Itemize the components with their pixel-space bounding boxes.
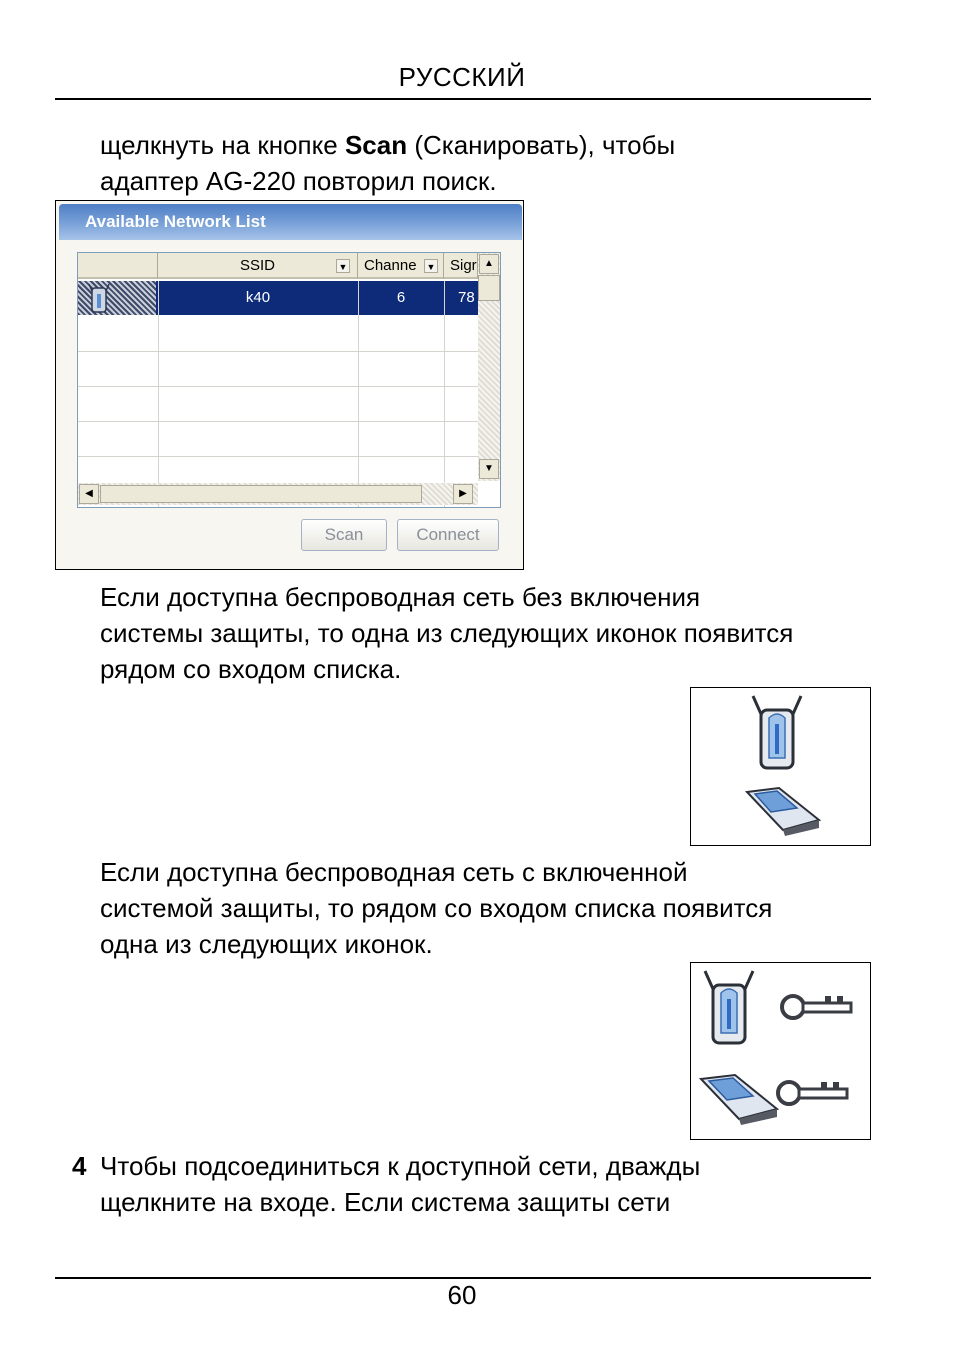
column-header-label: Channe	[364, 257, 417, 274]
column-header-icon[interactable]	[78, 253, 158, 279]
pc-card-icon	[743, 784, 823, 838]
column-header-channel[interactable]	[358, 253, 444, 279]
paragraph-line: рядом со входом списка.	[100, 654, 402, 684]
scrollbar-thumb[interactable]	[478, 275, 500, 301]
paragraph-line: Чтобы подсоединиться к доступной сети, дважды	[100, 1151, 701, 1181]
unsecured-icons-box	[690, 687, 871, 846]
grid-line	[78, 386, 478, 387]
key-icon	[775, 1073, 855, 1113]
sort-dropdown-icon[interactable]: ▼	[336, 259, 350, 273]
header-rule	[55, 98, 871, 100]
grid-line	[358, 281, 359, 508]
paragraph-line: одна из следующих иконок.	[100, 929, 433, 959]
text-run: (Сканировать), чтобы	[407, 130, 676, 160]
scroll-right-icon[interactable]: ▶	[453, 484, 473, 504]
connect-button[interactable]: Connect	[397, 519, 499, 551]
paragraph-scan-instruction	[100, 127, 675, 199]
scroll-down-icon[interactable]: ▼	[479, 459, 499, 479]
page-header-title: РУССКИЙ	[398, 62, 526, 92]
paragraph-step-4	[100, 1148, 700, 1220]
scan-term-bold: Scan	[344, 130, 408, 160]
paragraph-line: щелкните на входе. Если система защиты сети	[100, 1187, 671, 1217]
row-icon-cell	[78, 281, 156, 315]
column-header-ssid[interactable]	[158, 253, 358, 279]
paragraph-line: Если доступна беспроводная сеть с включенной	[100, 857, 688, 887]
usb-adapter-icon	[84, 282, 114, 314]
column-header-label: Sigr	[450, 257, 477, 274]
horizontal-scrollbar[interactable]	[78, 483, 478, 505]
text-run: щелкнуть на кнопке	[100, 130, 345, 160]
paragraph-line: адаптер AG-220 повторил поиск.	[100, 166, 497, 196]
grid-line	[78, 456, 478, 457]
step-number: 4	[72, 1151, 87, 1181]
cell-channel: 6	[396, 289, 406, 306]
paragraph-unsecured-network	[100, 579, 793, 687]
paragraph-line	[100, 127, 675, 163]
pc-card-icon	[697, 1071, 783, 1127]
dialog-title: Available Network List	[59, 204, 522, 240]
paragraph-line: системой защиты, то рядом со входом списка появится	[100, 893, 773, 923]
scan-button[interactable]: Scan	[301, 519, 387, 551]
paragraph-line: Если доступна беспроводная сеть без включения	[100, 582, 701, 612]
scrollbar-thumb[interactable]	[100, 485, 422, 503]
cell-signal: 78	[458, 289, 475, 306]
grid-line	[78, 421, 478, 422]
network-list-table	[77, 252, 501, 508]
sort-dropdown-icon[interactable]: ▼	[424, 259, 438, 273]
secured-icons-box	[690, 962, 871, 1140]
usb-adapter-icon	[747, 692, 807, 774]
footer-rule	[55, 1277, 871, 1279]
vertical-scrollbar[interactable]	[478, 253, 500, 481]
usb-adapter-icon	[699, 967, 759, 1049]
paragraph-line: системы защиты, то одна из следующих иконок появится	[100, 618, 794, 648]
grid-line	[158, 281, 159, 508]
column-header-label: SSID	[239, 257, 275, 274]
grid-line	[444, 281, 445, 508]
grid-line	[78, 351, 478, 352]
page-number: 60	[447, 1280, 477, 1310]
scroll-up-icon[interactable]: ▲	[479, 254, 499, 274]
scroll-left-icon[interactable]: ◀	[79, 484, 99, 504]
column-header-signal[interactable]	[444, 253, 478, 279]
cell-ssid: k40	[245, 289, 271, 306]
paragraph-secured-network	[100, 854, 772, 962]
key-icon	[779, 987, 859, 1027]
available-network-list-dialog	[55, 200, 524, 570]
